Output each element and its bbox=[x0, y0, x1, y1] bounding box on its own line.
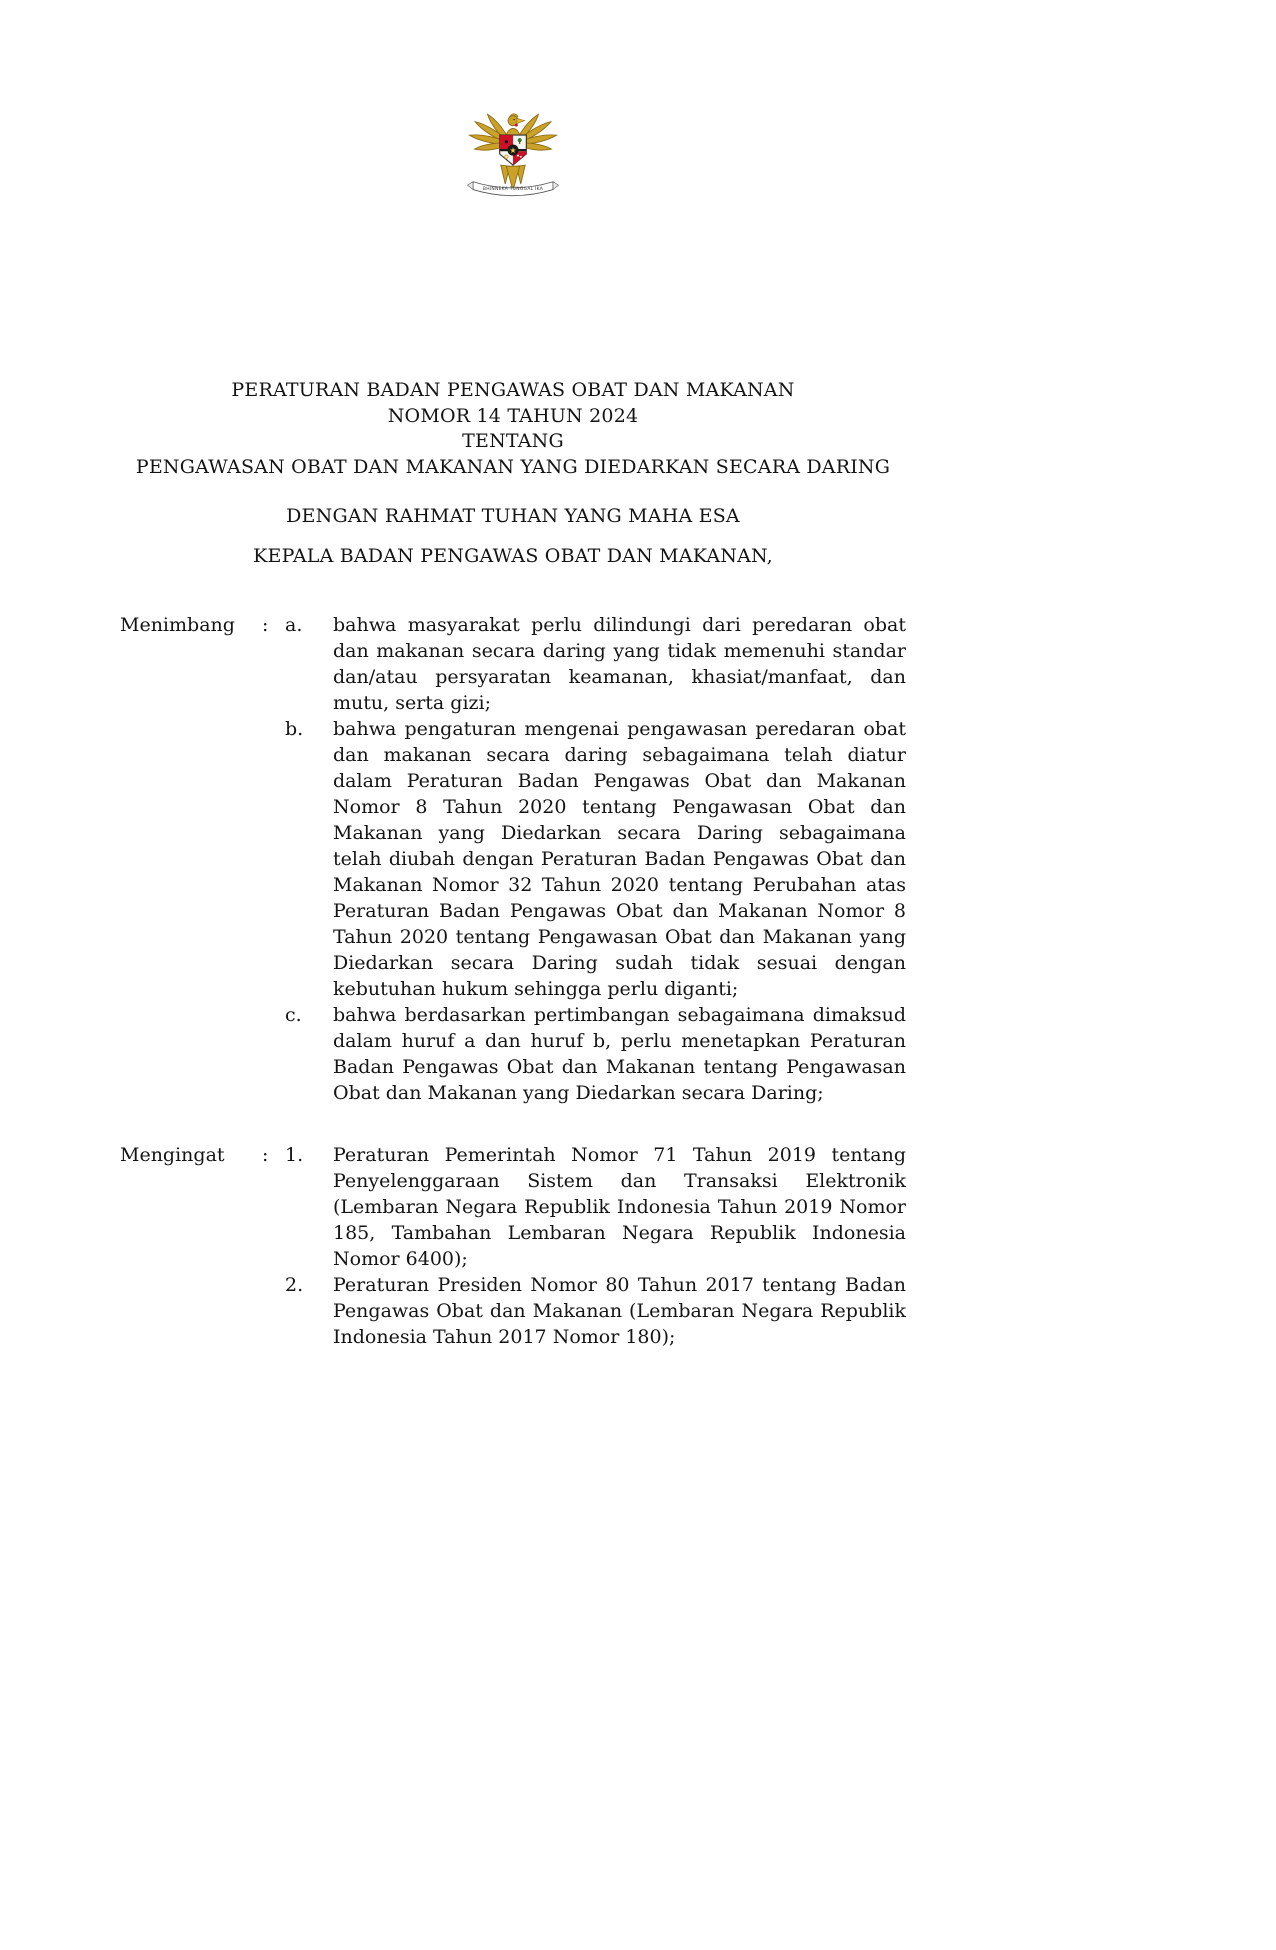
list-item bbox=[285, 1002, 906, 1106]
shield-star-icon: ★ bbox=[509, 146, 517, 156]
pancasila-shield bbox=[500, 135, 527, 165]
item-text: bahwa berdasarkan pertimbangan sebagaimana dimaksud dalam huruf a dan huruf b, perlu menetapkan Peraturan Badan Pengawas Obat dan Makanan tentang Pengawasan Obat dan Makanan yang Diedarkan secara Daring; bbox=[333, 1004, 906, 1104]
item-text: Peraturan Pemerintah Nomor 71 Tahun 2019 tentang Penyelenggaraan Sistem dan Transaksi Elektronik (Lembaran Negara Republik Indonesia Tahun 2019 Nomor 185, Tambahan Lembaran Negara Republik Indonesia Nomor 6400); bbox=[333, 1144, 906, 1270]
item-text: bahwa pengaturan mengenai pengawasan peredaran obat dan makanan secara daring sebagaimana telah diatur dalam Peraturan Badan Pengawas Obat dan Makanan Nomor 8 Tahun 2020 tentang Pengawasan Obat dan Makanan yang Diedarkan secara Daring sebagaimana telah diubah dengan Peraturan Badan Pengawas Obat dan Makanan Nomor 32 Tahun 2020 tentang Perubahan atas Peraturan Badan Pengawas Obat dan Makanan Nomor 8 Tahun 2020 tentang Pengawasan Obat dan Makanan yang Diedarkan secara Daring sudah tidak sesuai dengan kebutuhan hukum sehingga perlu diganti; bbox=[333, 718, 906, 1000]
title-line-2: NOMOR 14 TAHUN 2024 bbox=[387, 404, 639, 427]
item-marker: a. bbox=[285, 614, 303, 636]
item-text: bahwa masyarakat perlu dilindungi dari peredaran obat dan makanan secara daring yang tidak memenuhi standar dan/atau persyaratan keamanan, khasiat/manfaat, dan mutu, serta gizi; bbox=[333, 614, 906, 714]
title-line-4: PENGAWASAN OBAT DAN MAKANAN YANG DIEDARKAN SECARA DARING bbox=[135, 455, 891, 478]
list-item bbox=[285, 1272, 906, 1350]
menimbang-items bbox=[285, 612, 906, 1106]
garuda-pancasila-emblem bbox=[120, 84, 906, 202]
list-item bbox=[285, 716, 906, 1002]
issuer-line: KEPALA BADAN PENGAWAS OBAT DAN MAKANAN, bbox=[253, 545, 773, 567]
mengingat-items bbox=[285, 1142, 906, 1350]
motto-text: BHINNEKA TUNGGAL IKA bbox=[482, 187, 544, 193]
list-item bbox=[285, 612, 906, 716]
invocation-line: DENGAN RAHMAT TUHAN YANG MAHA ESA bbox=[286, 505, 740, 527]
garuda-head bbox=[508, 114, 525, 127]
garuda-pancasila-svg bbox=[454, 84, 572, 204]
menimbang-section bbox=[120, 612, 906, 1106]
list-item bbox=[285, 1142, 906, 1272]
title-line-3: TENTANG bbox=[462, 430, 564, 452]
item-text: Peraturan Presiden Nomor 80 Tahun 2017 tentang Badan Pengawas Obat dan Makanan (Lembaran Negara Republik Indonesia Tahun 2017 Nomor 180); bbox=[333, 1274, 906, 1348]
mengingat-label: Mengingat bbox=[120, 1144, 225, 1166]
mengingat-section bbox=[120, 1142, 906, 1350]
item-marker: b. bbox=[285, 718, 304, 740]
mengingat-colon: : bbox=[262, 1144, 269, 1166]
document-title bbox=[120, 378, 906, 480]
document-content bbox=[120, 0, 906, 1350]
menimbang-label: Menimbang bbox=[120, 614, 235, 636]
item-marker: 1. bbox=[285, 1144, 304, 1166]
title-line-1: PERATURAN BADAN PENGAWAS OBAT DAN MAKANAN bbox=[231, 379, 795, 401]
item-marker: 2. bbox=[285, 1274, 304, 1296]
menimbang-colon: : bbox=[262, 614, 269, 636]
item-marker: c. bbox=[285, 1004, 302, 1026]
